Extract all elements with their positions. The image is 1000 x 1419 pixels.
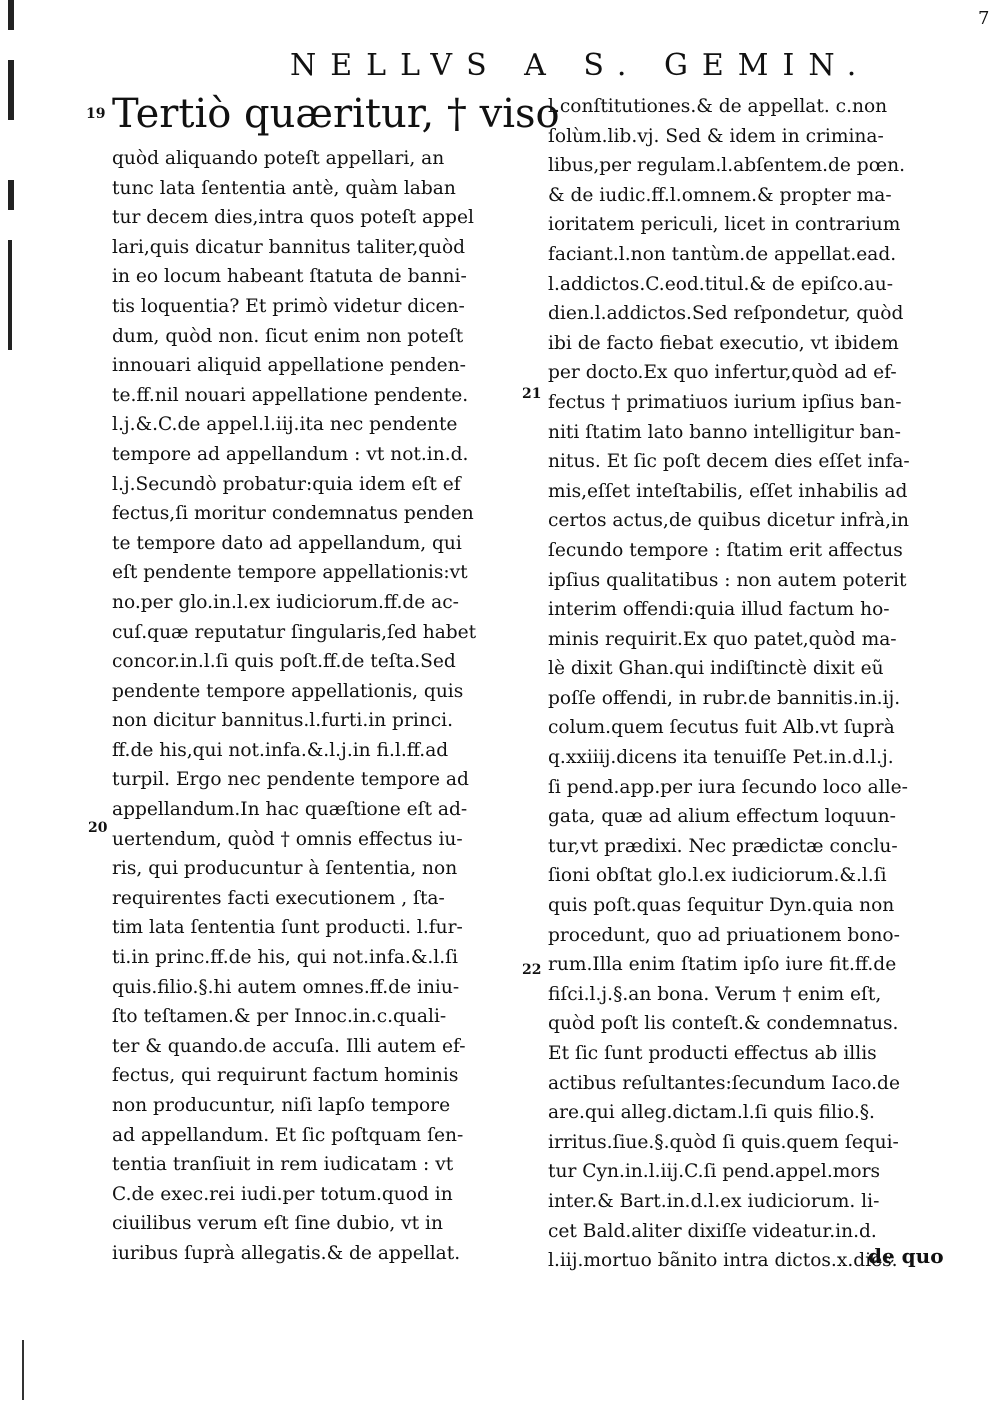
binding-edge-mark [8, 60, 14, 120]
binding-edge-mark [8, 0, 14, 30]
text-line: faciant.l.non tantùm.de appellat.ead. [548, 243, 897, 265]
text-line: poſſe offendi, in rubr.de bannitis.in.ij. [548, 687, 901, 709]
text-line: ſto teſtamen.& per Innoc.in.c.quali- [112, 1006, 447, 1028]
text-line: ſioni obſtat glo.l.ex iudiciorum.&.l.ſi [548, 865, 887, 887]
right-column [548, 92, 948, 1276]
text-line: are.qui alleg.dictam.l.ſi quis filio.§. [548, 1102, 875, 1124]
text-line: ipſius qualitatibus : non autem poterit [548, 569, 907, 591]
text-line-lead: Tertiò quæritur, † viso [112, 91, 560, 137]
text-line: tentia tranſiuit in rem iudicatam : vt [112, 1154, 454, 1176]
text-line: turpil. Ergo nec pendente tempore ad [112, 769, 469, 791]
text-line: quòd aliquando poteſt appellari, an [112, 148, 445, 169]
text-line: te tempore dato ad appellandum, qui [112, 532, 462, 554]
text-line: lari,quis dicatur bannitus taliter,quòd [112, 236, 466, 258]
text-line: ciuilibus verum eſt ſine dubio, vt in [112, 1213, 443, 1235]
binding-edge-mark [8, 180, 14, 210]
text-line: minis requirit.Ex quo patet,quòd ma- [548, 628, 897, 650]
text-line: eſt pendente tempore appellationis:vt [112, 562, 468, 584]
text-line: concor.in.l.ſi quis poſt.ff.de teſta.Sed [112, 651, 456, 673]
text-line: quis poſt.quas ſequitur Dyn.quia non [548, 895, 895, 917]
text-line: ti.in princ.ff.de his, qui not.infa.&.l.ſi [112, 947, 458, 969]
text-line: gata, quæ ad alium effectum loquun- [548, 806, 896, 828]
text-line: cet Bald.aliter dixiſſe videatur.in.d. [548, 1220, 877, 1242]
text-line: procedunt, quo ad priuationem bono- [548, 924, 900, 946]
margin-number-21: 21 [522, 386, 542, 402]
text-line: ioritatem periculi, licet in contrarium [548, 214, 901, 236]
text-line: ad appellandum. Et ſic poſtquam ſen- [112, 1124, 464, 1146]
text-line: per docto.Ex quo infertur,quòd ad ef- [548, 362, 897, 384]
text-line: ſi pend.app.per iura ſecundo loco alle- [548, 776, 908, 798]
text-line: appellandum.In hac quæſtione eſt ad- [112, 799, 468, 821]
text-line: certos actus,de quibus dicetur infrà,in [548, 510, 909, 532]
text-line: Et ſic ſunt producti effectus ab illis [548, 1043, 877, 1064]
text-line: ibi de facto fiebat executio, vt ibidem [548, 332, 899, 354]
text-line: no.per glo.in.l.ex iudiciorum.ff.de ac- [112, 591, 459, 613]
text-line: fectus, qui requirunt factum hominis [112, 1065, 459, 1087]
catchword: de quo [868, 1244, 944, 1268]
text-line: l.addictos.C.eod.titul.& de epiſco.au- [548, 273, 893, 295]
text-line: non dicitur bannitus.l.furti.in princi. [112, 710, 454, 732]
text-line: fiſci.l.j.§.an bona. Verum † enim eſt, [548, 983, 882, 1005]
text-line: lè dixit Ghan.qui indiſtinctè dixit eũ [548, 658, 884, 680]
text-line: ſecundo tempore : ſtatim erit affectus [548, 539, 903, 561]
text-line: iuribus ſuprà allegatis.& de appellat. [112, 1242, 461, 1264]
text-line: tur decem dies,intra quos poteſt appel [112, 207, 474, 229]
binding-edge-mark [8, 240, 12, 350]
text-line: q.xxiiij.dicens ita tenuiſſe Pet.in.d.l.j. [548, 747, 894, 769]
text-line: interim offendi:quia illud factum ho- [548, 599, 890, 621]
text-line: inter.& Bart.in.d.l.ex iudiciorum. li- [548, 1190, 880, 1212]
page-number: 7 [978, 8, 990, 29]
running-header: NELLVS A S. GEMIN. [290, 48, 871, 83]
text-line: requirentes facti executionem , ſta- [112, 887, 445, 909]
text-line: tunc lata ſententia antè, quàm laban [112, 177, 456, 199]
text-line: tur Cyn.in.l.iij.C.ſi pend.appel.mors [548, 1161, 881, 1183]
text-line: niti ſtatim lato banno intelligitur ban- [548, 421, 901, 443]
text-line: l.j.&.C.de appel.l.iij.ita nec pendente [112, 414, 458, 436]
text-line: l.j.Secundò probatur:quia idem eſt ef [112, 473, 461, 495]
text-line: tis loquentia? Et primò videtur dicen- [112, 295, 465, 317]
text-line: fectus † primatiuos iurium ipſius ban- [548, 391, 902, 413]
text-line: mis,eſſet inteſtabilis, eſſet inhabilis ad [548, 480, 908, 502]
text-line: in eo locum habeant ſtatuta de banni- [112, 266, 467, 288]
text-line: tim lata ſententia ſunt producti. l.fur- [112, 917, 463, 939]
text-line: rum.Illa enim ſtatim ipſo iure fit.ff.de [548, 954, 897, 976]
text-line: nitus. Et ſic poſt decem dies eſſet infa- [548, 451, 910, 473]
text-line: te.ff.nil nouari appellatione pendente. [112, 384, 469, 406]
text-line: libus,per regulam.l.abſentem.de pœn. [548, 155, 905, 177]
text-line: dum, quòd non. ſicut enim non poteſt [112, 325, 464, 347]
text-line: ſolùm.lib.vj. Sed & idem in crimina- [548, 125, 884, 147]
text-line: dien.l.addictos.Sed reſpondetur, quòd [548, 303, 904, 325]
text-line: quis.filio.§.hi autem omnes.ff.de iniu- [112, 976, 460, 998]
text-line: quòd poſt lis conteſt.& condemnatus. [548, 1013, 899, 1035]
text-line: l.conſtitutiones.& de appellat. c.non [548, 96, 888, 117]
text-line: fectus,ſi moritur condemnatus penden [112, 503, 474, 525]
margin-number-19: 19 [86, 106, 106, 122]
text-line: ff.de his,qui not.infa.&.l.j.in fi.l.ff.ad [112, 739, 449, 761]
text-line: tur,vt prædixi. Nec prædictæ conclu- [548, 835, 898, 857]
text-line: C.de exec.rei iudi.per totum.quod in [112, 1183, 453, 1205]
text-line: & de iudic.ff.l.omnem.& propter ma- [548, 184, 892, 206]
margin-number-20: 20 [88, 820, 108, 836]
text-line: l.iij.mortuo bãnito intra dictos.x.dies. [548, 1250, 898, 1272]
text-line: cuſ.quæ reputatur ſingularis,ſed habet [112, 621, 477, 643]
text-line: irritus.ſiue.§.quòd ſi quis.quem ſequi- [548, 1131, 899, 1153]
margin-rule [22, 1340, 24, 1400]
text-line: non producuntur, niſi lapſo tempore [112, 1095, 451, 1116]
text-line: ter & quando.de accuſa. Illi autem ef- [112, 1035, 466, 1057]
margin-number-22: 22 [522, 962, 542, 978]
text-line: pendente tempore appellationis, quis [112, 680, 464, 702]
text-line: tempore ad appellandum : vt not.in.d. [112, 443, 469, 465]
text-line: innouari aliquid appellatione penden- [112, 355, 466, 377]
text-line: uertendum, quòd † omnis effectus iu- [112, 828, 463, 850]
text-line: actibus reſultantes:ſecundum Iaco.de [548, 1072, 900, 1094]
text-line: colum.quem ſecutus fuit Alb.vt ſuprà [548, 717, 895, 739]
text-line: ris, qui producuntur à ſententia, non [112, 858, 458, 880]
